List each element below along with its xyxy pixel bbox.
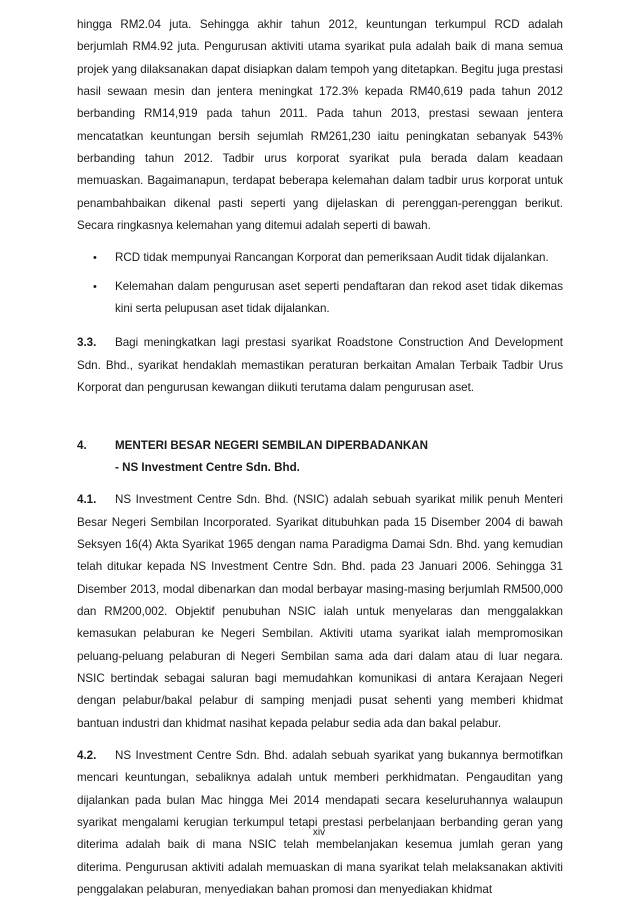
section-text: Bagi meningkatkan lagi prestasi syarikat Roadstone Construction And Development Sdn. Bhd., syarikat hendaklah memastikan peraturan berkaitan Amalan Terbaik Tadbir Urus Korporat dan pengurusan kewangan diikuti terutama dalam pengurusan aset.: [77, 336, 563, 395]
section-number: 4.1.: [77, 493, 97, 507]
section-text: NS Investment Centre Sdn. Bhd. adalah sebuah syarikat yang bukannya bermotifkan mencari keuntungan, sebaliknya adalah untuk memberi perkhidmatan. Pengauditan yang dijalankan pada bulan Mac hingga Mei 2014 mendapati secara keseluruhannya walaupun syarikat mengalami kerugian terkumpul tetapi prestasi perbelanjaan berbanding geran yang diterima adalah baik di mana NSIC telah membelanjakan kesemua jumlah geran yang diterima. Pengurusan aktiviti adalah memuaskan di mana syarikat telah melaksanakan aktiviti penggalakan pelaburan, menyediakan bahan promosi dan menyediakan khidmat: [77, 748, 563, 897]
section-3-3-paragraph: [77, 332, 563, 399]
section-number: 4.2.: [77, 748, 97, 762]
section-title: MENTERI BESAR NEGERI SEMBILAN DIPERBADANKAN: [115, 438, 429, 452]
section-number: 3.3.: [77, 336, 97, 350]
bullet-icon: •: [93, 252, 97, 265]
section-4-2-paragraph: [77, 745, 563, 901]
list-item: [77, 247, 563, 269]
section-4-heading: [77, 435, 563, 457]
page-number: xiv: [312, 827, 326, 838]
section-4-subheading: - NS Investment Centre Sdn. Bhd.: [115, 460, 300, 474]
list-item: [77, 276, 563, 321]
section-4-1-paragraph: [77, 489, 563, 735]
intro-paragraph: hingga RM2.04 juta. Sehingga akhir tahun 2012, keuntungan terkumpul RCD adalah berjumlah RM4.92 juta. Pengurusan aktiviti utama syarikat pula adalah baik di mana semua projek yang dilaksanakan dapat disiapkan dalam tempoh yang ditetapkan. Begitu juga prestasi hasil sewaan mesin dan jentera meningkat 172.3% kepada RM40,619 pada tahun 2012 berbanding RM14,919 pada tahun 2011. Pada tahun 2013, prestasi sewaan jentera mencatatkan keuntungan bersih sejumlah RM261,230 iaitu peningkatan sebanyak 543% berbanding tahun 2012. Tadbir urus korporat syarikat pula berada dalam keadaan memuaskan. Bagaimanapun, terdapat beberapa kelemahan dalam tadbir urus korporat untuk penambahbaikan dikenal pasti seperti yang dijelaskan di perenggan-perenggan berikut. Secara ringkasnya kelemahan yang ditemui adalah seperti di bawah.: [77, 18, 563, 233]
list-item-text: RCD tidak mempunyai Rancangan Korporat dan pemeriksaan Audit tidak dijalankan.: [115, 251, 549, 265]
page-body: [77, 14, 563, 901]
section-number: 4.: [77, 438, 87, 452]
weakness-list: [77, 247, 563, 320]
list-item-text: Kelemahan dalam pengurusan aset seperti pendaftaran dan rekod aset tidak dikemas kini serta pelupusan aset tidak dijalankan.: [115, 279, 563, 316]
section-text: NS Investment Centre Sdn. Bhd. (NSIC) adalah sebuah syarikat milik penuh Menteri Besar Negeri Sembilan Incorporated. Syarikat ditubuhkan pada 15 Disember 2004 di bawah Seksyen 16(4) Akta Syarikat 1965 dengan nama Paradigma Damai Sdn. Bhd. yang kemudian telah ditukar kepada NS Investment Centre Sdn. Bhd. pada 23 Januari 2006. Sehingga 31 Disember 2013, modal dibenarkan dan modal berbayar masing-masing berjumlah RM500,000 dan RM200,002. Objektif penubuhan NSIC ialah untuk menyelaras dan menggalakkan kemasukan pelaburan ke Negeri Sembilan. Aktiviti utama syarikat ialah mempromosikan peluang-peluang pelaburan di Negeri Sembilan sama ada dari dalam atau di luar negara. NSIC bertindak sebagai saluran bagi memudahkan komunikasi di antara Kerajaan Negeri dengan pelabur/bakal pelabur di samping menjadi pusat sehenti yang memberi khidmat bantuan industri dan khidmat nasihat kepada pelabur sedia ada dan bakal pelabur.: [77, 493, 563, 730]
bullet-icon: •: [93, 280, 97, 293]
